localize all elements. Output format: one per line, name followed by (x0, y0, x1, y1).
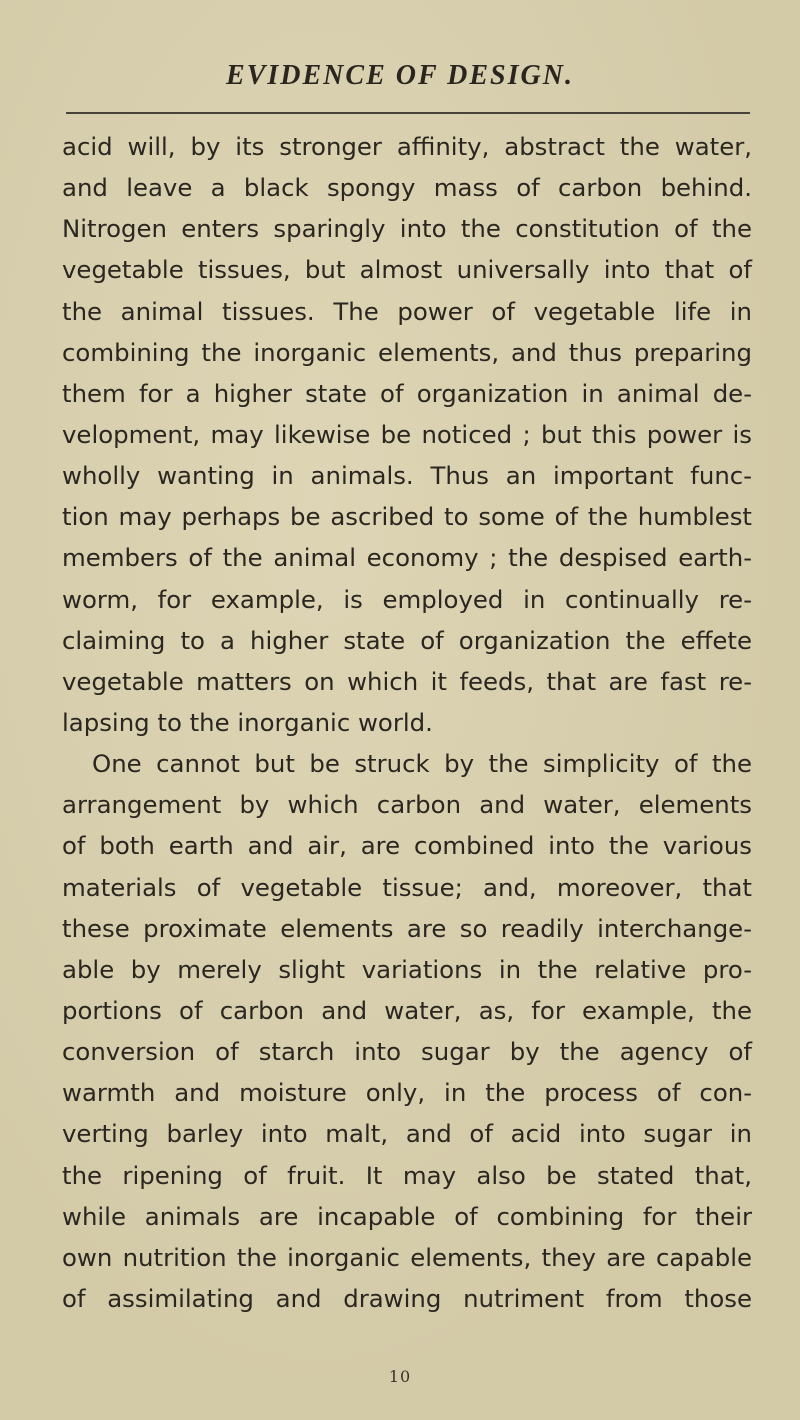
text-line: Nitrogen enters sparingly into the constitution of the (62, 214, 752, 244)
header-rule (66, 112, 750, 114)
text-line: worm, for example, is employed in continually re- (62, 584, 752, 614)
text-line: own nutrition the inorganic elements, they are capable (62, 1242, 752, 1272)
text-line: wholly wanting in animals. Thus an important func- (62, 461, 752, 491)
text-line: while animals are incapable of combining for their (62, 1201, 752, 1231)
text-line: and leave a black spongy mass of carbon behind. (62, 173, 752, 203)
text-line: warmth and moisture only, in the process of con- (62, 1078, 752, 1108)
running-head: EVIDENCE OF DESIGN. (226, 60, 574, 91)
text-line: the ripening of fruit. It may also be stated that, (62, 1160, 752, 1190)
text-line: arrangement by which carbon and water, elements (62, 790, 752, 820)
text-line: them for a higher state of organization in animal de- (62, 378, 752, 408)
text-line: conversion of starch into sugar by the agency of (62, 1037, 752, 1067)
text-line: these proximate elements are so readily interchange- (62, 913, 752, 943)
text-line: vegetable tissues, but almost universally into that of (62, 255, 752, 285)
text-line: velopment, may likewise be noticed ; but this power is (62, 419, 752, 449)
paragraph-start-line: One cannot but be struck by the simplicity of the (92, 749, 752, 779)
text-line: materials of vegetable tissue; and, moreover, that (62, 872, 752, 902)
text-line: of both earth and air, are combined into the various (62, 831, 752, 861)
text-line: vegetable matters on which it feeds, that are fast re- (62, 666, 752, 696)
text-line: verting barley into malt, and of acid into sugar in (62, 1119, 752, 1149)
body-text (62, 126, 752, 1319)
text-line: able by merely slight variations in the relative pro- (62, 954, 752, 984)
text-line: members of the animal economy ; the despised earth- (62, 543, 752, 573)
text-line: the animal tissues. The power of vegetable life in (62, 296, 752, 326)
paragraph-end-line: lapsing to the inorganic world. (62, 707, 433, 737)
text-line: combining the inorganic elements, and thus preparing (62, 337, 752, 367)
text-line: portions of carbon and water, as, for example, the (62, 995, 752, 1025)
text-line: acid will, by its stronger affinity, abstract the water, (62, 132, 752, 161)
text-line: of assimilating and drawing nutriment from those (62, 1283, 752, 1313)
text-line: tion may perhaps be ascribed to some of the humblest (62, 502, 752, 532)
page-number: 10 (388, 1367, 412, 1386)
text-line: claiming to a higher state of organization the effete (62, 625, 752, 655)
